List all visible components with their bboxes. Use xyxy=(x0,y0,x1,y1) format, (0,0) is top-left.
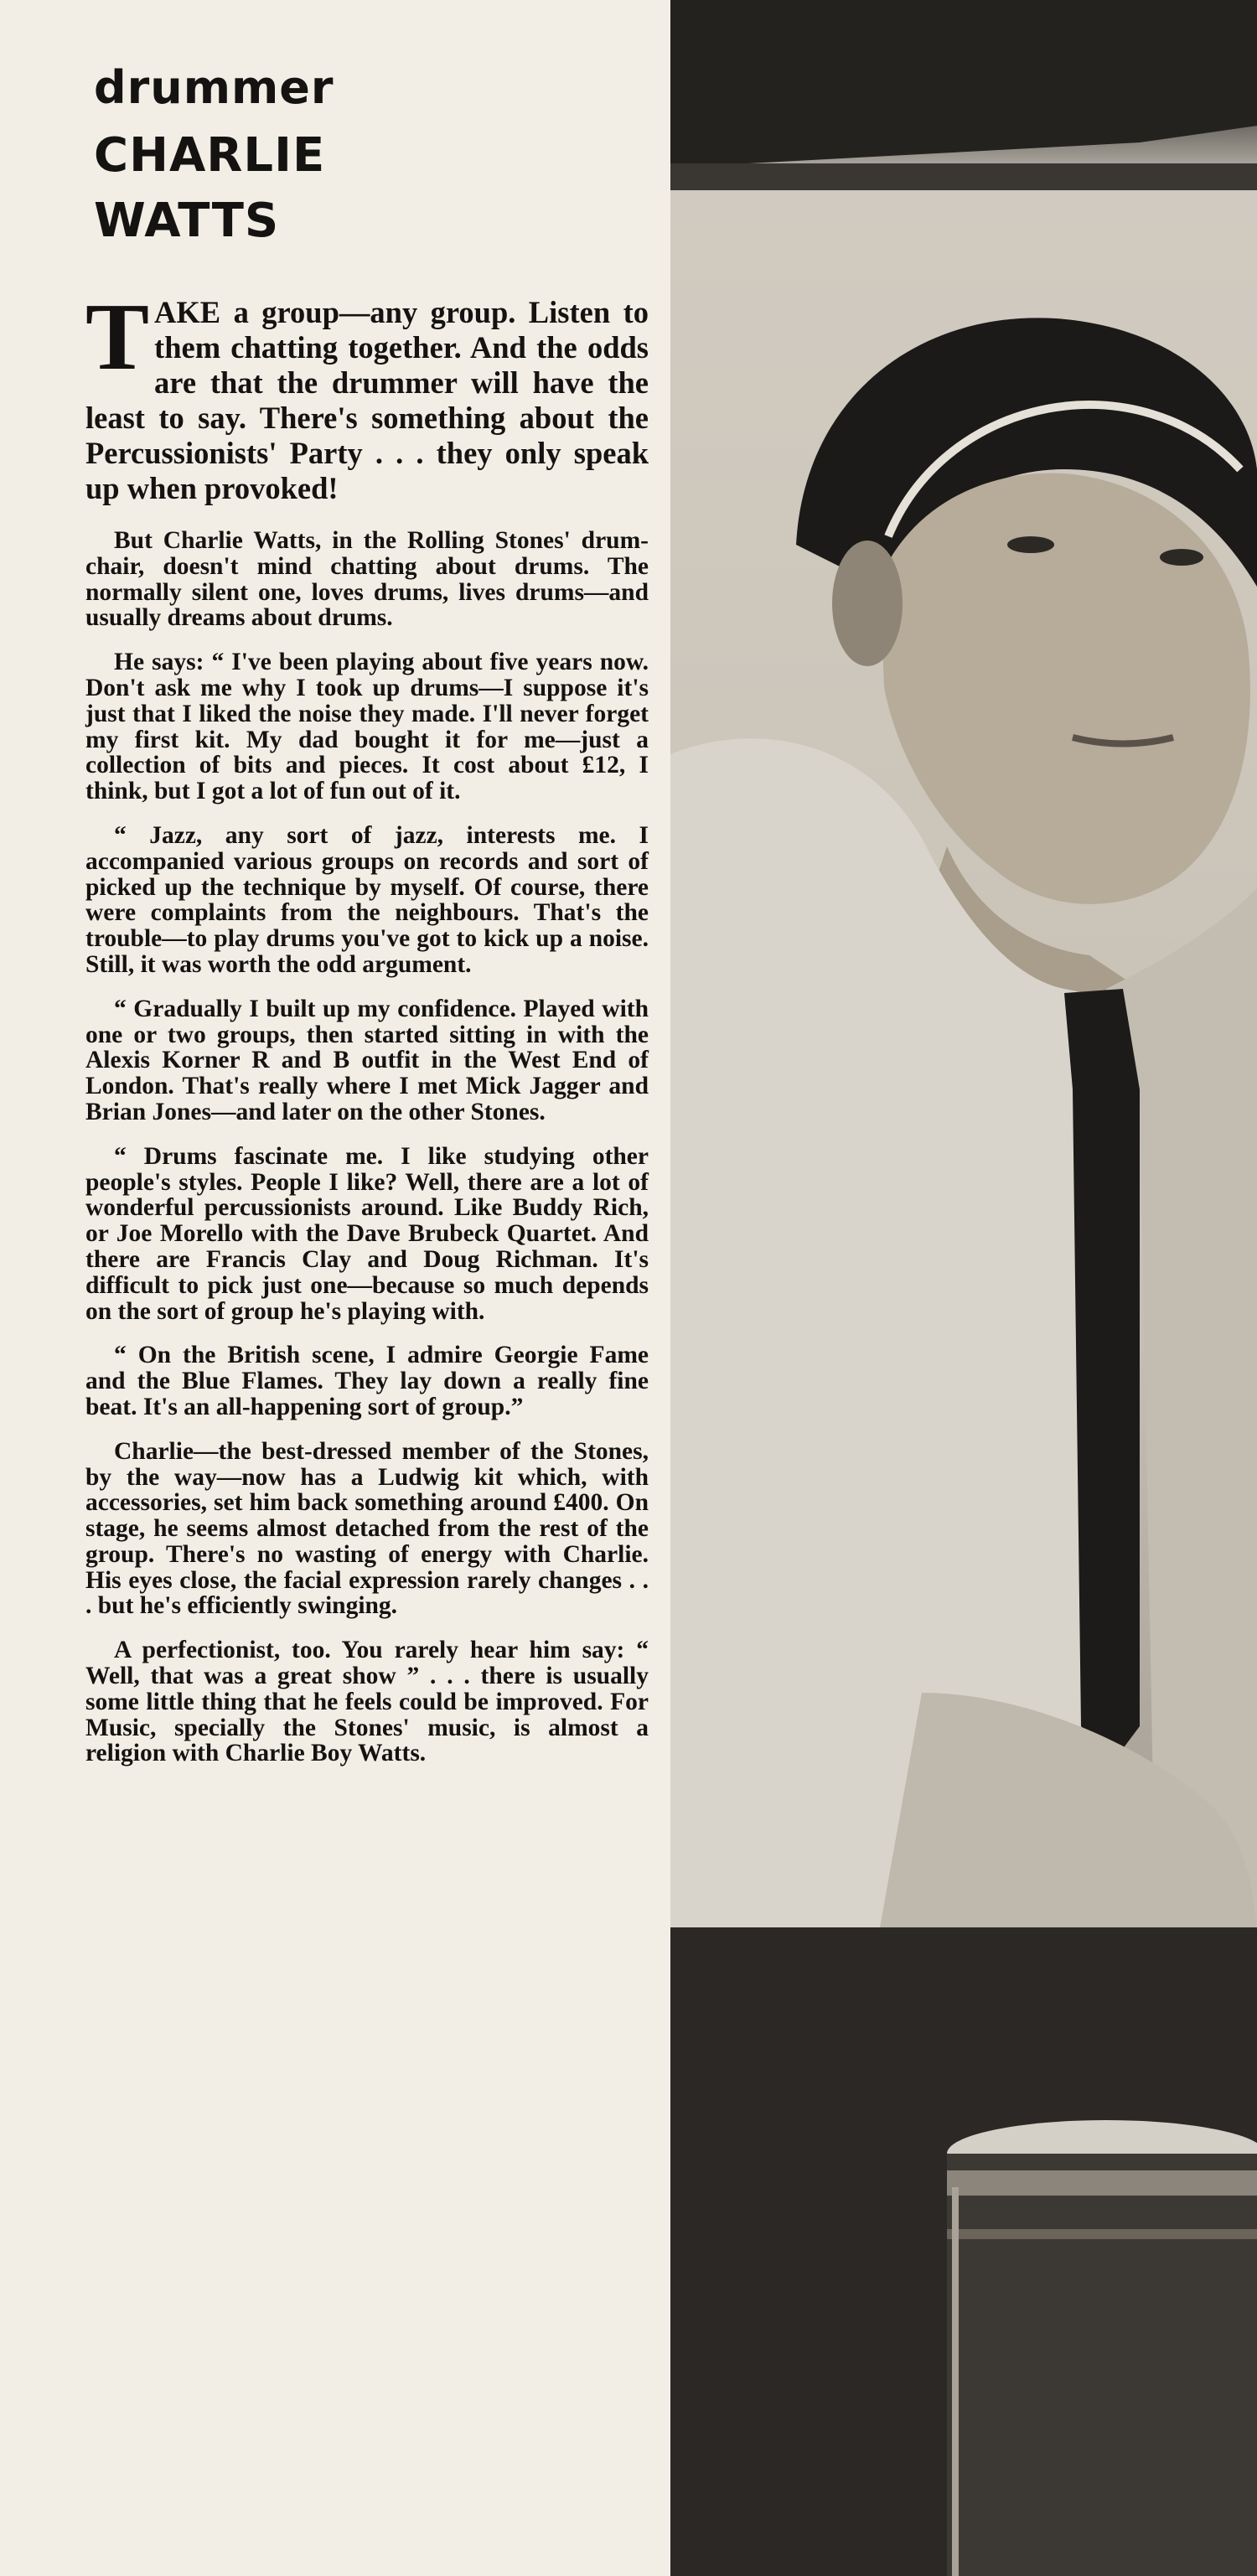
article-paragraph: A perfectionist, too. You rarely hear him say: “ Well, that was a great show ” . . . there is usually some little thing that he feels could be improved. For Music, specially the Stones' music, is almost a religion with Charlie Boy Watts. xyxy=(85,1637,649,1767)
headline-name-last: WATTS xyxy=(94,194,280,248)
article-paragraph: “ Jazz, any sort of jazz, interests me. I accompanied various groups on records and sort of picked up the technique by myself. Of course, there were complaints from the neighbours. That's the trouble—to play drums you've got to kick up a noise. Still, it was worth the odd argument. xyxy=(85,821,649,978)
article-paragraph: He says: “ I've been playing about five years now. Don't ask me why I took up drums—I suppose it's just that I liked the noise they made. I'll never forget my first kit. My dad bought it for me—just a collection of bits and pieces. It cost about £12, I think, but I got a lot of fun out of it. xyxy=(85,649,649,805)
headline-kicker: drummer xyxy=(94,61,334,114)
article-paragraph: But Charlie Watts, in the Rolling Stones' drum-chair, doesn't mind chatting about drums. The normally silent one, loves drums, lives drums—and usually dreams about drums. xyxy=(85,527,649,632)
article-paragraph: “ Drums fascinate me. I like studying other people's styles. People I like? Well, there are a lot of wonderful percussionists around. Like Buddy Rich, or Joe Morello with the Dave Brubeck Quartet. And there are Francis Clay and Doug Richman. It's difficult to pick just one—because so much depends on the sort of group he's playing with. xyxy=(85,1142,649,1325)
article-paragraph: “ Gradually I built up my confidence. Played with one or two groups, then started sitting in with the Alexis Korner R and B outfit in the West End of London. That's really where I met Mick Jagger and Brian Jones—and later on the other Stones. xyxy=(85,995,649,1125)
article-body xyxy=(85,283,649,1785)
article-paragraph: “ On the British scene, I admire Georgie Fame and the Blue Flames. They lay down a really fine beat. It's an all-happening sort of group.” xyxy=(85,1342,649,1420)
portrait-illustration xyxy=(670,0,1257,2576)
drop-cap: T xyxy=(85,283,150,390)
lead-text: AKE a group—any group. Listen to them chatting together. And the odds are that the drummer will have the least to say. There's something about the Percussionists' Party . . . they only speak up when provoked! xyxy=(85,295,649,505)
lead-paragraph xyxy=(85,283,649,506)
headline xyxy=(94,61,334,263)
headline-name-first: CHARLIE xyxy=(94,128,326,183)
portrait-photo xyxy=(670,0,1257,2576)
article-paragraph: Charlie—the best-dressed member of the Stones, by the way—now has a Ludwig kit which, with accessories, set him back something around £400. On stage, he seems almost detached from the rest of the group. There's no wasting of energy with Charlie. His eyes close, the facial expression rarely changes . . . but he's efficiently swinging. xyxy=(85,1437,649,1620)
